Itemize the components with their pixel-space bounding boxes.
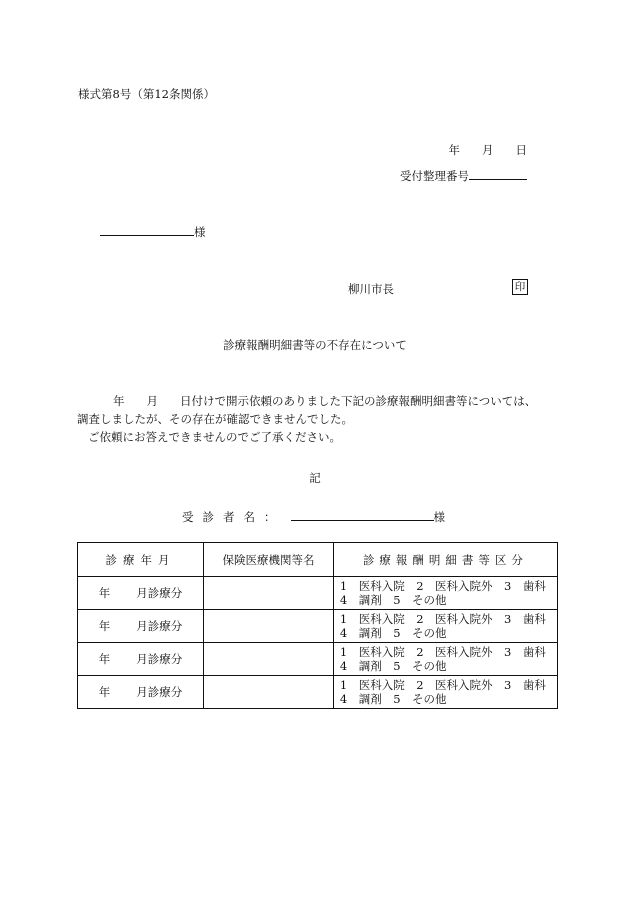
document-title: 診療報酬明細書等の不存在について	[223, 338, 407, 352]
header-institution: 保険医療機関等名	[204, 543, 334, 577]
treatment-month-cell[interactable]: 年 月診療分	[78, 577, 204, 610]
category-cell[interactable]: 1 医科入院 2 医科入院外 3 歯科 4 調剤 5 その他	[333, 676, 557, 709]
table-row	[78, 577, 558, 610]
institution-cell[interactable]	[204, 577, 334, 610]
header-treatment-month: 診療年月	[78, 543, 204, 577]
date-day: 日	[515, 143, 527, 157]
seal-mark: 印	[512, 279, 528, 295]
receipt-number	[400, 168, 527, 184]
body-line-2: 調査しましたが、その存在が確認できませんでした。	[77, 412, 353, 426]
patient-label: 受診者名：	[182, 510, 285, 524]
body-line-3: ご依頼にお答えできませんのでご了承ください。	[88, 430, 341, 444]
date-year: 年	[448, 143, 460, 157]
table-header-row	[78, 543, 558, 577]
table-row	[78, 676, 558, 709]
receipt-label: 受付整理番号	[400, 169, 469, 183]
header-category: 診療報酬明細書等区分	[333, 543, 557, 577]
form-number: 様式第8号（第12条関係）	[78, 87, 215, 101]
table-row	[78, 643, 558, 676]
category-cell[interactable]: 1 医科入院 2 医科入院外 3 歯科 4 調剤 5 その他	[333, 643, 557, 676]
table-row	[78, 610, 558, 643]
date-line	[449, 142, 528, 158]
patient-name-blank[interactable]	[291, 510, 434, 521]
ki-heading: 記	[309, 471, 321, 485]
patient-name-row	[182, 509, 445, 525]
treatment-month-cell[interactable]: 年 月診療分	[78, 610, 204, 643]
category-cell[interactable]: 1 医科入院 2 医科入院外 3 歯科 4 調剤 5 その他	[333, 577, 557, 610]
addressee	[100, 224, 206, 240]
addressee-suffix: 様	[194, 225, 206, 239]
institution-cell[interactable]	[204, 676, 334, 709]
category-cell[interactable]: 1 医科入院 2 医科入院外 3 歯科 4 調剤 5 その他	[333, 610, 557, 643]
body-line-1: 年 月 日付けで開示依頼のありました下記の診療報酬明細書等については、	[113, 394, 537, 408]
receipt-number-blank[interactable]	[469, 169, 527, 180]
patient-suffix: 様	[433, 510, 445, 524]
treatment-month-cell[interactable]: 年 月診療分	[78, 676, 204, 709]
addressee-name-blank[interactable]	[100, 225, 194, 236]
date-month: 月	[482, 143, 494, 157]
issuer: 柳川市長	[348, 282, 394, 296]
institution-cell[interactable]	[204, 643, 334, 676]
institution-cell[interactable]	[204, 610, 334, 643]
treatment-month-cell[interactable]: 年 月診療分	[78, 643, 204, 676]
body-text	[77, 392, 557, 446]
detail-table	[77, 542, 558, 709]
